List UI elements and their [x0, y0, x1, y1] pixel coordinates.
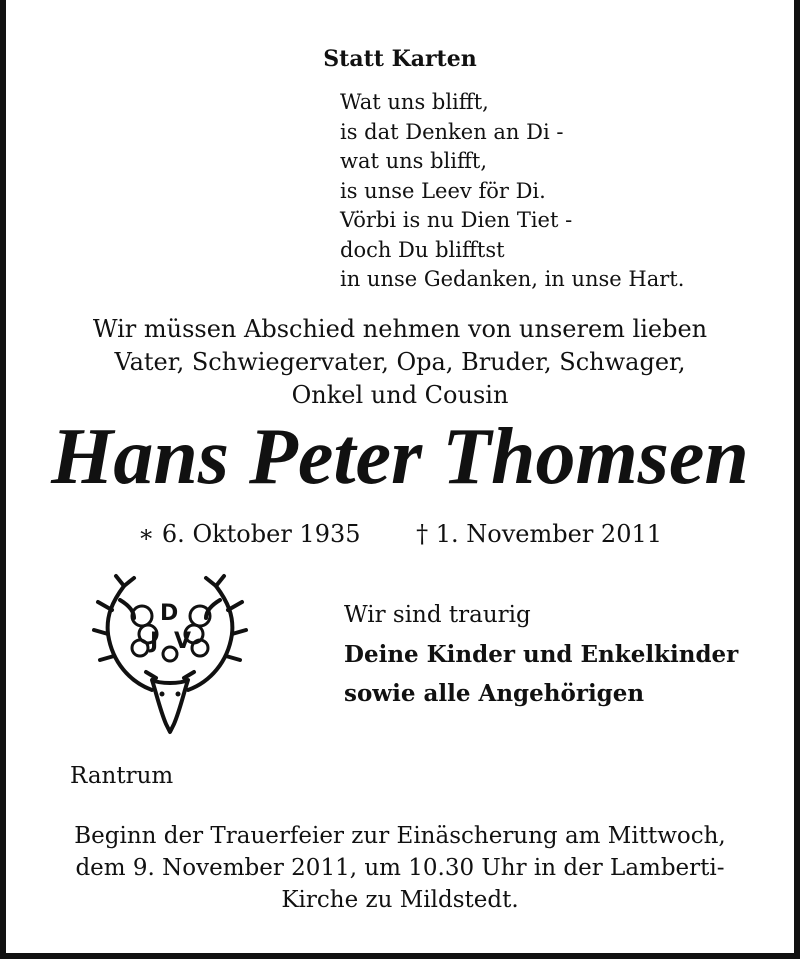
poem-line: Vörbi is nu Dien Tiet - [340, 208, 573, 232]
service-line: Beginn der Trauerfeier zur Einäscherung am Mittwoch, [74, 823, 726, 849]
mourners-children: Deine Kinder und Enkelkinder [344, 641, 739, 668]
poem-line: Wat uns blifft, [340, 90, 489, 114]
life-dates [0, 520, 800, 548]
intro-text [0, 313, 800, 412]
death-date: † 1. November 2011 [416, 520, 663, 548]
svg-text:D: D [160, 601, 179, 626]
intro-line: Wir müssen Abschied nehmen von unserem lieben [92, 315, 708, 343]
place-name: Rantrum [70, 763, 174, 789]
deceased-name: Hans Peter Thomsen [51, 413, 749, 501]
heading: Statt Karten [323, 46, 477, 72]
svg-text:J: J [150, 629, 159, 654]
mourners-relatives: sowie alle Angehörigen [344, 680, 645, 707]
poem-line: doch Du blifftst [340, 237, 505, 262]
mourners-intro: Wir sind traurig [344, 602, 531, 628]
svg-text:V: V [174, 629, 192, 654]
birth-date: ∗ 6. Oktober 1935 [137, 520, 361, 548]
poem-line: in unse Gedanken, in unse Hart. [340, 267, 685, 291]
poem-line: is dat Denken an Di - [340, 119, 564, 144]
mourners [344, 596, 738, 713]
intro-line: Onkel und Cousin [291, 381, 509, 409]
service-line: dem 9. November 2011, um 10.30 Uhr in der Lamberti- [75, 855, 725, 881]
poem-line: is unse Leev för Di. [340, 178, 546, 203]
stag-head-emblem-icon [90, 572, 250, 737]
service-line: Kirche zu Mildstedt. [281, 887, 519, 913]
poem [340, 88, 684, 295]
poem-line: wat uns blifft, [340, 149, 488, 173]
service-info [0, 820, 800, 916]
intro-line: Vater, Schwiegervater, Opa, Bruder, Schwager, [114, 348, 686, 376]
